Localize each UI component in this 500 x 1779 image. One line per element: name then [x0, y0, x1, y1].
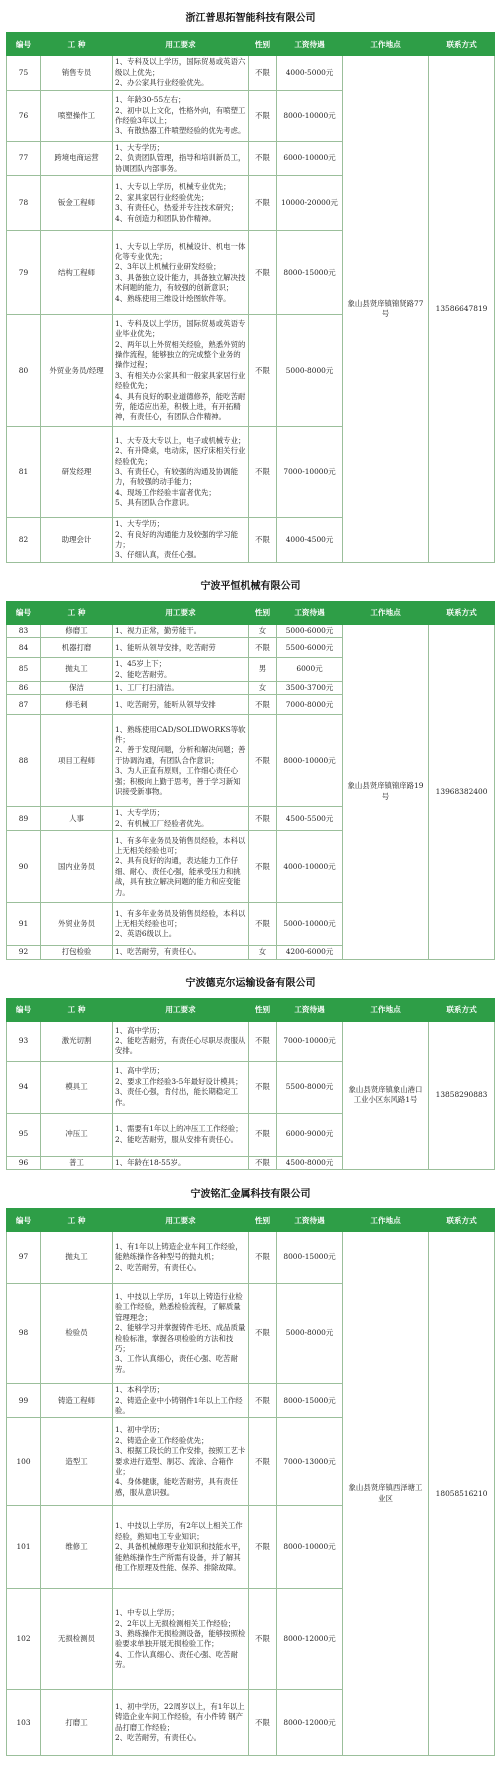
- requirement-line: 3、为人正直有原则，工作细心责任心强；积极向上勤于思考，善于学习新知识接受新事物。: [115, 766, 241, 796]
- job-number: 85: [7, 658, 41, 682]
- company-name: 浙江普思拓智能科技有限公司: [185, 12, 316, 24]
- job-requirements: [113, 624, 249, 637]
- job-salary: 8000-15000元: [277, 231, 343, 315]
- requirement-line: 2、家具家居行业经验优先；: [115, 192, 209, 202]
- requirement-line: 3、有相关办公家具和一般家具家居行业经验优先；: [115, 370, 246, 391]
- job-title: 打包检验: [41, 946, 113, 959]
- job-gender: 女: [249, 624, 277, 637]
- job-salary: 10000-20000元: [277, 176, 343, 231]
- job-requirements: [113, 176, 249, 231]
- requirement-line: 5、具有团队合作意识。: [115, 498, 194, 508]
- requirement-line: 3、有责任心，有较强的沟通及协调能力，有较强的动手能力；: [115, 467, 238, 487]
- requirement-line: 1、年龄在18-55岁。: [115, 1157, 186, 1167]
- job-title: 抛丸工: [41, 658, 113, 682]
- job-requirements: [113, 91, 249, 142]
- requirement-line: 2、善于发现问题，分析和解决问题；善于协调沟通，有团队合作意识；: [115, 745, 246, 765]
- job-number: 99: [7, 1384, 41, 1418]
- job-requirements: [113, 1418, 249, 1506]
- job-number: 94: [7, 1061, 41, 1113]
- company-table: [6, 966, 495, 1170]
- job-requirements: [113, 1384, 249, 1418]
- job-requirements: [113, 903, 249, 946]
- job-title: 销售专员: [41, 56, 113, 91]
- job-number: 80: [7, 315, 41, 427]
- header-location: 工作地点: [343, 33, 429, 56]
- job-requirements: [113, 518, 249, 563]
- requirement-line: 1、初中学历，22周岁以上，有1年以上铸造企业车间工作经验，有小件铸 钢产品打磨工作经验；: [115, 1702, 245, 1732]
- job-gender: 不限: [249, 1061, 277, 1113]
- requirement-line: 2、英语6级以上。: [115, 929, 177, 939]
- requirement-line: 1、专科及以上学历，国际贸易或英语六级以上优先；: [115, 57, 246, 77]
- job-salary: 4500-8000元: [277, 1156, 343, 1169]
- table-row: [7, 56, 495, 91]
- header-number: 编号: [7, 33, 41, 56]
- requirement-line: 1、大专学历；: [115, 808, 165, 818]
- job-title: 项目工程师: [41, 715, 113, 807]
- job-requirements: [113, 946, 249, 959]
- header-requirements: 用工要求: [113, 1209, 249, 1232]
- requirement-line: 3、工作认真细心，责任心强、吃苦耐劳。: [115, 1354, 238, 1374]
- requirement-line: 1、初中学历；: [115, 1425, 165, 1435]
- header-number: 编号: [7, 601, 41, 624]
- requirement-line: 2、具备机械修理专业知识和技能水平，能熟练操作生产所需有设备，并了解其他工作原理及性能、保养、排除故障。: [115, 1542, 246, 1572]
- requirement-line: 1、熟练使用CAD/SOLIDWORKS等软件；: [115, 724, 246, 744]
- job-gender: 不限: [249, 1690, 277, 1756]
- requirement-line: 2、2年以上无损检测相关工作经验；: [115, 1618, 236, 1628]
- header-salary: 工资待遇: [277, 998, 343, 1021]
- contact-phone: 13968382400: [429, 624, 495, 959]
- job-title: 抛丸工: [41, 1232, 113, 1284]
- job-title: 打磨工: [41, 1690, 113, 1756]
- job-number: 92: [7, 946, 41, 959]
- job-title: 外贸业务员: [41, 903, 113, 946]
- requirement-line: 1、高中学历；: [115, 1066, 165, 1076]
- job-gender: 不限: [249, 142, 277, 176]
- header-location: 工作地点: [343, 601, 429, 624]
- job-requirements: [113, 695, 249, 715]
- requirement-line: 1、中专以上学历；: [115, 1608, 179, 1618]
- job-gender: 不限: [249, 1021, 277, 1061]
- job-salary: 5500-8000元: [277, 1061, 343, 1113]
- job-title: 模具工: [41, 1061, 113, 1113]
- job-requirements: [113, 638, 249, 658]
- job-salary: 7000-10000元: [277, 1021, 343, 1061]
- job-salary: 7000-8000元: [277, 695, 343, 715]
- requirement-line: 1、需要有1年以上的冲压工工作经验；: [115, 1124, 243, 1134]
- company-name: 宁波铭汇金属科技有限公司: [190, 1188, 311, 1200]
- job-gender: 不限: [249, 807, 277, 831]
- requirement-line: 1、有多年业务员及销售员经验，本科以上无相关经验也可；: [115, 835, 246, 855]
- job-salary: 4000-4500元: [277, 518, 343, 563]
- work-location: 象山县贤庠镇锦庠路19号: [343, 624, 429, 959]
- job-gender: 不限: [249, 831, 277, 903]
- job-number: 101: [7, 1506, 41, 1589]
- job-salary: 4000-10000元: [277, 831, 343, 903]
- requirement-line: 3、具备独立设计能力，具备独立解决技术问题的能力，有较强的创新意识；: [115, 272, 246, 293]
- company-title-row: [7, 0, 495, 33]
- header-number: 编号: [7, 998, 41, 1021]
- company-name: 宁波平恒机械有限公司: [200, 581, 301, 593]
- requirement-line: 1、有多年业务员及销售员经验，本科以上无相关经验也可；: [115, 908, 246, 929]
- company-title-row: [7, 569, 495, 602]
- job-requirements: [113, 658, 249, 682]
- job-number: 96: [7, 1156, 41, 1169]
- job-title: 维修工: [41, 1506, 113, 1589]
- job-requirements: [113, 807, 249, 831]
- header-salary: 工资待遇: [277, 601, 343, 624]
- header-contact: 联系方式: [429, 998, 495, 1021]
- header-salary: 工资待遇: [277, 1209, 343, 1232]
- job-title: 造型工: [41, 1418, 113, 1506]
- job-salary: 4000-5000元: [277, 56, 343, 91]
- job-title: 国内业务员: [41, 831, 113, 903]
- job-gender: 不限: [249, 231, 277, 315]
- requirement-line: 2、具有良好的沟通，表达能力工作仔细、耐心、责任心强，能承受压力和挑战，具有独立解决问题的能力和应变能力。: [115, 856, 241, 897]
- requirement-line: 2、吃苦耐劳，有责任心。: [115, 1733, 202, 1743]
- job-salary: 8000-10000元: [277, 91, 343, 142]
- job-salary: 8000-10000元: [277, 1506, 343, 1589]
- job-title: 普工: [41, 1156, 113, 1169]
- header-salary: 工资待遇: [277, 33, 343, 56]
- job-title: 冲压工: [41, 1113, 113, 1156]
- company-section: [6, 1176, 494, 1756]
- requirement-line: 2、有机械工厂经验者优先。: [115, 818, 209, 828]
- job-salary: 6000-9000元: [277, 1113, 343, 1156]
- header-number: 编号: [7, 1209, 41, 1232]
- job-gender: 不限: [249, 1113, 277, 1156]
- requirement-line: 1、吃苦耐劳，有责任心。: [115, 947, 202, 957]
- job-number: 91: [7, 903, 41, 946]
- job-requirements: [113, 715, 249, 807]
- requirement-line: 1、视力正常，勤劳能干。: [115, 625, 202, 635]
- job-requirements: [113, 1113, 249, 1156]
- job-gender: 不限: [249, 427, 277, 518]
- requirement-line: 1、高中学历；: [115, 1025, 165, 1035]
- requirement-line: 3、责任心强，肯付出，能长期稳定工作。: [115, 1087, 238, 1107]
- job-number: 93: [7, 1021, 41, 1061]
- requirement-line: 3、根据工段长的工作安排，按照工艺卡要求进行造型、制芯、流涂、合箱作业；: [115, 1446, 246, 1477]
- requirement-line: 1、专科及以上学历，国际贸易或英语专业毕业优先；: [115, 318, 246, 339]
- job-salary: 7000-13000元: [277, 1418, 343, 1506]
- job-number: 88: [7, 715, 41, 807]
- requirement-line: 2、铸造企业工作经验优先；: [115, 1435, 209, 1445]
- header-gender: 性别: [249, 601, 277, 624]
- job-requirements: [113, 1061, 249, 1113]
- job-salary: 5000-10000元: [277, 903, 343, 946]
- job-gender: 不限: [249, 715, 277, 807]
- requirement-line: 1、年龄30-55左右；: [115, 95, 186, 105]
- work-location: 象山县贤庠镇象山港口工业小区东风路1号: [343, 1021, 429, 1169]
- company-table: [6, 0, 495, 563]
- job-number: 82: [7, 518, 41, 563]
- header-job: 工 种: [41, 1209, 113, 1232]
- job-number: 100: [7, 1418, 41, 1506]
- contact-phone: 13858290883: [429, 1021, 495, 1169]
- job-number: 103: [7, 1690, 41, 1756]
- requirement-line: 3、有责任心，热爱并专注技术研究；: [115, 203, 238, 213]
- job-gender: 女: [249, 946, 277, 959]
- requirement-line: 1、本科学历；: [115, 1385, 165, 1395]
- job-salary: 8000-15000元: [277, 1232, 343, 1284]
- company-table: [6, 1176, 495, 1756]
- job-title: 研发经理: [41, 427, 113, 518]
- table-header-row: [7, 998, 495, 1021]
- job-salary: 8000-10000元: [277, 715, 343, 807]
- job-title: 人事: [41, 807, 113, 831]
- table-row: [7, 1232, 495, 1284]
- job-number: 97: [7, 1232, 41, 1284]
- job-requirements: [113, 1589, 249, 1690]
- requirement-line: 2、有良好的沟通能力及较强的学习能力；: [115, 529, 238, 550]
- job-requirements: [113, 1284, 249, 1384]
- job-number: 77: [7, 142, 41, 176]
- job-title: 修毛刺: [41, 695, 113, 715]
- header-requirements: 用工要求: [113, 998, 249, 1021]
- requirement-line: 4、现场工作经验丰富者优先；: [115, 487, 216, 497]
- job-gender: 不限: [249, 1506, 277, 1589]
- job-gender: 不限: [249, 1156, 277, 1169]
- requirement-line: 1、大专学历；: [115, 143, 165, 152]
- job-requirements: [113, 1232, 249, 1284]
- header-contact: 联系方式: [429, 1209, 495, 1232]
- job-number: 87: [7, 695, 41, 715]
- requirement-line: 1、有1年以上铸造企业车间工作经验，能熟练操作各种型号的抛丸机；: [115, 1241, 243, 1262]
- header-contact: 联系方式: [429, 601, 495, 624]
- requirement-line: 4、身体健康，能吃苦耐劳，具有责任感，服从意识强。: [115, 1477, 238, 1497]
- job-title: 结构工程师: [41, 231, 113, 315]
- requirement-line: 2、能吃苦耐劳。: [115, 669, 172, 679]
- table-row: [7, 1021, 495, 1061]
- job-requirements: [113, 315, 249, 427]
- job-title: 跨境电商运营: [41, 142, 113, 176]
- job-requirements: [113, 1021, 249, 1061]
- job-gender: 不限: [249, 1418, 277, 1506]
- job-salary: 5500-6000元: [277, 638, 343, 658]
- requirement-line: 4、有创造力和团队协作精神。: [115, 213, 216, 223]
- job-requirements: [113, 427, 249, 518]
- job-salary: 5000-8000元: [277, 1284, 343, 1384]
- header-gender: 性别: [249, 33, 277, 56]
- header-gender: 性别: [249, 998, 277, 1021]
- job-title: 助理会计: [41, 518, 113, 563]
- company-name: 宁波德克尔运输设备有限公司: [185, 978, 316, 990]
- requirement-line: 4、熟练使用三维设计绘图软件等。: [115, 293, 231, 303]
- job-title: 激光切割: [41, 1021, 113, 1061]
- requirement-line: 2、能吃苦耐劳，有责任心尽职尽责服从安排。: [115, 1035, 246, 1056]
- job-requirements: [113, 1156, 249, 1169]
- job-title: 机器打磨: [41, 638, 113, 658]
- job-number: 89: [7, 807, 41, 831]
- job-salary: 7000-10000元: [277, 427, 343, 518]
- job-gender: 不限: [249, 903, 277, 946]
- job-number: 79: [7, 231, 41, 315]
- requirement-line: 2、初中以上文化，性格外向，有喷塑工作经验3年以上；: [115, 105, 246, 125]
- header-requirements: 用工要求: [113, 33, 249, 56]
- header-location: 工作地点: [343, 998, 429, 1021]
- job-gender: 不限: [249, 695, 277, 715]
- requirement-line: 2、能吃苦耐劳，服从安排有责任心。: [115, 1134, 238, 1144]
- job-title: 钣金工程师: [41, 176, 113, 231]
- requirement-line: 2、有升降桌，电动床，医疗床相关行业经验优先；: [115, 446, 246, 466]
- job-gender: 不限: [249, 176, 277, 231]
- requirement-line: 1、中技以上学历，有2年以上相关工作经验，熟知电工专业知识；: [115, 1521, 243, 1541]
- job-number: 76: [7, 91, 41, 142]
- job-gender: 男: [249, 658, 277, 682]
- job-number: 81: [7, 427, 41, 518]
- job-requirements: [113, 56, 249, 91]
- header-requirements: 用工要求: [113, 601, 249, 624]
- requirement-line: 3、仔细认真，责任心强。: [115, 550, 202, 560]
- job-gender: 不限: [249, 315, 277, 427]
- table-header-row: [7, 33, 495, 56]
- company-title-row: [7, 1176, 495, 1209]
- header-job: 工 种: [41, 998, 113, 1021]
- job-gender: 不限: [249, 1589, 277, 1690]
- requirement-line: 4、工作认真细心、责任心强、吃苦耐劳。: [115, 1649, 238, 1670]
- job-gender: 不限: [249, 91, 277, 142]
- header-job: 工 种: [41, 33, 113, 56]
- job-title: 喷塑操作工: [41, 91, 113, 142]
- job-title: 修磨工: [41, 624, 113, 637]
- job-salary: 8000-12000元: [277, 1690, 343, 1756]
- job-salary: 3500-3700元: [277, 682, 343, 695]
- company-section: [6, 0, 494, 569]
- job-gender: 不限: [249, 518, 277, 563]
- company-title-row: [7, 966, 495, 999]
- requirement-line: 1、大专以上学历，机械设计、机电一体化等专业优先；: [115, 241, 246, 261]
- job-gender: 女: [249, 682, 277, 695]
- table-header-row: [7, 601, 495, 624]
- requirement-line: 2、铸造企业中小铸钢件1年以上工作经验。: [115, 1395, 243, 1415]
- requirement-line: 2、3年以上机械行业研发经验；: [115, 262, 221, 272]
- job-number: 102: [7, 1589, 41, 1690]
- requirement-line: 3、熟练操作无损检测设备，能够按照检验要求单独开展无损检验工作；: [115, 1628, 246, 1649]
- requirement-line: 3、有散热器工件喷塑经验的优先考虑。: [115, 126, 246, 136]
- job-gender: 不限: [249, 1284, 277, 1384]
- requirement-line: 1、吃苦耐劳，能听从领导安排: [115, 699, 216, 709]
- job-gender: 不限: [249, 638, 277, 658]
- job-number: 75: [7, 56, 41, 91]
- job-requirements: [113, 1690, 249, 1756]
- requirement-line: 2、负责团队管理，指导和培训新员工，协调团队内部事务。: [115, 153, 246, 173]
- requirement-line: 1、中技以上学历，1年以上铸造行业检验工作经验，熟悉检验流程，了解质量管理理念；: [115, 1291, 243, 1322]
- job-salary: 6000-10000元: [277, 142, 343, 176]
- job-requirements: [113, 831, 249, 903]
- company-section: [6, 569, 494, 966]
- job-gender: 不限: [249, 1384, 277, 1418]
- job-title: 铸造工程师: [41, 1384, 113, 1418]
- job-number: 86: [7, 682, 41, 695]
- job-salary: 8000-15000元: [277, 1384, 343, 1418]
- requirement-line: 2、两年以上外贸相关经验，熟悉外贸的操作流程，能够独立的完成整个业务的操作过程；: [115, 339, 246, 370]
- job-number: 98: [7, 1284, 41, 1384]
- job-number: 83: [7, 624, 41, 637]
- header-gender: 性别: [249, 1209, 277, 1232]
- table-header-row: [7, 1209, 495, 1232]
- job-requirements: [113, 142, 249, 176]
- job-requirements: [113, 1506, 249, 1589]
- requirement-line: 1、工厂打扫清洁。: [115, 683, 179, 693]
- requirement-line: 2、办公家具行业经验优先。: [115, 78, 209, 88]
- job-salary: 6000元: [277, 658, 343, 682]
- job-salary: 5000-8000元: [277, 315, 343, 427]
- job-salary: 4500-5500元: [277, 807, 343, 831]
- job-number: 78: [7, 176, 41, 231]
- job-title: 检验员: [41, 1284, 113, 1384]
- work-location: 象山县贤庠镇西泽塘工业区: [343, 1232, 429, 1756]
- header-location: 工作地点: [343, 1209, 429, 1232]
- table-row: [7, 624, 495, 637]
- requirement-line: 1、大专学历；: [115, 519, 165, 529]
- recruitment-table: [6, 0, 494, 1756]
- job-gender: 不限: [249, 56, 277, 91]
- job-number: 95: [7, 1113, 41, 1156]
- job-gender: 不限: [249, 1232, 277, 1284]
- requirement-line: 1、大专及大专以上，电子或机械专业；: [115, 435, 246, 445]
- requirement-line: 2、能够学习并掌握铸件毛坯、成品质量检验标准，掌握各项检验的方法和技巧；: [115, 1323, 246, 1353]
- requirement-line: 1、45岁上下；: [115, 659, 167, 669]
- requirement-line: 4、具有良好的职业道德修养，能吃苦耐劳，能适应出差，积极上进，有开拓精神，有责任心，有团队合作精神。: [115, 391, 246, 422]
- contact-phone: 13586647819: [429, 56, 495, 563]
- header-job: 工 种: [41, 601, 113, 624]
- job-title: 无损检测员: [41, 1589, 113, 1690]
- job-title: 保洁: [41, 682, 113, 695]
- company-table: [6, 569, 495, 960]
- job-requirements: [113, 231, 249, 315]
- contact-phone: 18058516210: [429, 1232, 495, 1756]
- job-requirements: [113, 682, 249, 695]
- job-number: 84: [7, 638, 41, 658]
- job-salary: 5000-6000元: [277, 624, 343, 637]
- header-contact: 联系方式: [429, 33, 495, 56]
- requirement-line: 1、能听从领导安排，吃苦耐劳: [115, 642, 216, 652]
- requirement-line: 2、吃苦耐劳，有责任心。: [115, 1262, 202, 1272]
- company-section: [6, 966, 494, 1176]
- work-location: 象山县贤庠镇锦贤路77号: [343, 56, 429, 563]
- job-title: 外贸业务员/经理: [41, 315, 113, 427]
- requirement-line: 2、要求工作经验3-5年最好设计模具；: [115, 1076, 243, 1086]
- job-salary: 8000-12000元: [277, 1589, 343, 1690]
- job-salary: 4200-6000元: [277, 946, 343, 959]
- job-number: 90: [7, 831, 41, 903]
- requirement-line: 1、大专以上学历，机械专业优先；: [115, 182, 231, 192]
